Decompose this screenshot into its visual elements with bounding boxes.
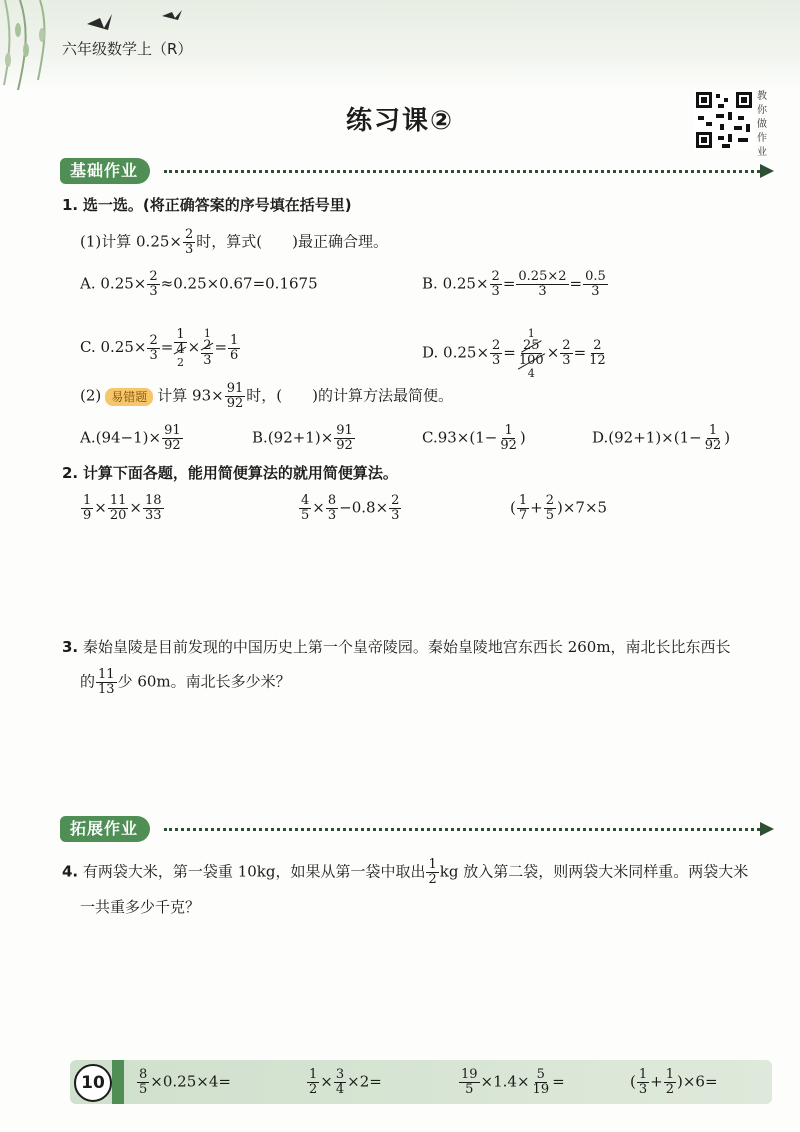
q1-title: 选一选。(将正确答案的序号填在括号里) (82, 196, 352, 214)
q3-line-1: 秦始皇陵是目前发现的中国历史上第一个皇帝陵园。秦始皇陵地宫东西长 260m，南北长比东西长 (82, 638, 731, 656)
fraction (517, 494, 529, 523)
fraction-numerator: 1 (176, 327, 185, 342)
q1-option-c[interactable] (80, 328, 241, 368)
expr-text: ( (510, 498, 516, 517)
fraction (516, 270, 568, 299)
fraction (583, 270, 608, 299)
qr-caption: 教你做作业 (757, 91, 767, 158)
fraction-cancelled (201, 328, 213, 368)
times-sign: × (129, 498, 142, 517)
fraction-denominator: 7 (518, 508, 528, 523)
q1-option-a[interactable] (80, 270, 318, 299)
expr-text: 0.25× (442, 274, 489, 293)
fraction-denominator: 5 (465, 1082, 474, 1097)
expr-text: 93×(1− (437, 428, 498, 447)
expr-text: )×6= (677, 1072, 718, 1091)
fraction-denominator: 5 (301, 508, 310, 523)
fraction (162, 424, 183, 453)
q1-sub2-option-b[interactable] (252, 424, 356, 453)
fraction (664, 1068, 676, 1097)
fraction-denominator: 3 (149, 284, 158, 299)
q1-sub2 (80, 382, 453, 411)
fraction-numerator: 2 (593, 338, 602, 353)
fraction-numerator: 1 (665, 1067, 674, 1082)
q1-number: 1. (62, 196, 79, 214)
fraction-denominator: 3 (203, 353, 212, 368)
q1-sub2-option-d[interactable] (592, 424, 730, 453)
fraction-numerator: 2 (149, 269, 158, 284)
fraction (531, 1068, 552, 1097)
fraction-numerator: 91 (336, 423, 353, 438)
fraction (225, 382, 246, 411)
fraction (426, 858, 438, 887)
fraction-denominator: 92 (500, 438, 517, 453)
fraction (307, 1068, 319, 1097)
fraction-denominator: 33 (144, 508, 162, 523)
fraction (137, 1068, 149, 1097)
fraction-denominator: 92 (226, 396, 244, 411)
option-label: B. (252, 428, 268, 447)
q3-number: 3. (62, 638, 79, 656)
fraction-numerator: 1 (230, 332, 239, 348)
fraction-denominator: 2 (665, 1082, 674, 1097)
fraction-numerator: 2 (492, 338, 501, 353)
expr-text: 0.25× (100, 274, 147, 293)
q1-option-d[interactable] (422, 328, 609, 379)
fraction (459, 1068, 480, 1097)
expr-text: ×1.4× (480, 1072, 530, 1091)
q4-number: 4. (62, 862, 79, 881)
fraction (334, 1068, 346, 1097)
fraction-denominator: 3 (391, 508, 400, 523)
fraction-numerator: 5 (536, 1067, 545, 1082)
expr-text: ) (519, 428, 526, 447)
fraction-numerator: 1 (638, 1067, 648, 1082)
footer-calc-3 (458, 1068, 565, 1097)
option-label: C. (80, 338, 96, 356)
option-label: A. (80, 274, 96, 293)
fraction-denominator: 3 (562, 353, 571, 368)
footer-calc-2 (306, 1068, 382, 1097)
option-label: B. (422, 274, 438, 293)
fraction-denominator: 5 (545, 508, 554, 523)
fraction-denominator: 3 (538, 284, 547, 299)
fraction (147, 334, 159, 363)
fraction (96, 668, 117, 697)
footer-calc-4 (630, 1068, 718, 1097)
fraction-numerator-cancelled: 2 (203, 338, 212, 353)
fraction-denominator: 3 (591, 284, 600, 299)
expr-text: ≈0.25×0.67=0.1675 (160, 274, 318, 293)
fraction-numerator: 19 (461, 1067, 478, 1082)
fraction-denominator: 6 (230, 347, 239, 363)
fraction (498, 424, 519, 453)
fraction-numerator: 2 (562, 338, 571, 353)
cancel-result: 4 (527, 367, 535, 380)
q1-sub2-text: 计算 93× (157, 386, 224, 405)
fraction-denominator: 20 (109, 508, 127, 523)
times-sign: × (312, 498, 325, 517)
fraction-denominator: 2 (428, 872, 437, 887)
section-extended (60, 816, 774, 842)
fraction (299, 494, 311, 523)
fraction-denominator: 92 (336, 438, 353, 453)
fraction (490, 339, 502, 368)
fraction-numerator: 0.5 (585, 269, 606, 284)
q1-sub2-prefix: (2) (80, 386, 102, 405)
fraction-denominator: 2 (309, 1082, 318, 1097)
fraction-numerator: 4 (301, 493, 310, 508)
fraction-denominator: 5 (139, 1082, 148, 1097)
q1-prompt (62, 194, 352, 216)
equals-sign: = (502, 274, 516, 293)
q2-expression-1 (80, 494, 165, 523)
fraction-cancelled (517, 328, 546, 379)
fraction-numerator: 2 (184, 227, 194, 242)
fraction-numerator: 11 (109, 493, 127, 508)
fraction (389, 494, 401, 523)
fraction-denominator: 19 (532, 1082, 550, 1097)
fraction-numerator: 1 (504, 423, 513, 438)
fraction-numerator: 2 (391, 493, 400, 508)
fraction (637, 1068, 649, 1097)
fraction-denominator: 13 (98, 682, 115, 697)
fraction (703, 424, 724, 453)
fraction (108, 494, 129, 523)
q3-text: 的 (80, 672, 96, 691)
expr-text: 0.25× (100, 338, 147, 356)
q4-text: kg 放入第二袋，则两袋大米同样重。两袋大米 (439, 862, 749, 881)
fraction-numerator: 1 (708, 423, 718, 438)
fraction-numerator: 1 (428, 857, 437, 872)
fraction-denominator: 12 (589, 353, 606, 368)
section-dots (164, 828, 760, 831)
q2-number: 2. (62, 464, 79, 482)
qr-code-icon[interactable] (694, 90, 754, 150)
q2-prompt (62, 462, 398, 484)
fraction-numerator: 1 (309, 1067, 318, 1082)
fraction (544, 494, 556, 523)
option-label: D. (422, 343, 439, 362)
section-basic-tag: 基础作业 (60, 158, 150, 184)
q1-sub2-option-c[interactable] (422, 424, 526, 453)
equals-sign: = (214, 338, 228, 356)
fraction (147, 270, 159, 299)
fraction-numerator: 8 (327, 493, 337, 508)
fraction-numerator-cancelled: 25 (523, 338, 540, 353)
page-title: 练习课② (345, 106, 454, 136)
cancel-result: 2 (176, 356, 184, 369)
q2-expression-3 (510, 494, 607, 523)
fraction (560, 339, 572, 368)
expr-text: ×2= (347, 1072, 382, 1091)
fraction-denominator: 92 (164, 438, 181, 453)
expr-text: = (552, 1072, 565, 1091)
expr-text: (92+1)×(1− (608, 428, 702, 447)
expr-text: ) (724, 428, 731, 447)
q1-option-b[interactable] (422, 270, 609, 299)
expr-text: −0.8× (339, 498, 389, 517)
footer-stripe (112, 1060, 124, 1104)
q1-sub1-suffix: 时，算式( )最正确合理。 (196, 232, 388, 251)
expr-text: (94−1)× (95, 428, 162, 447)
error-prone-tag: 易错题 (105, 388, 153, 406)
fraction-denominator-cancelled: 100 (518, 353, 544, 368)
times-sign: × (546, 343, 560, 362)
fraction-cancelled (174, 328, 186, 368)
times-sign: × (320, 1072, 333, 1091)
option-label: D. (592, 428, 609, 447)
fraction-numerator: 1 (83, 493, 92, 508)
expr-text: 0.25× (443, 343, 490, 362)
plus-sign: + (530, 498, 543, 517)
fraction-numerator: 1 (518, 493, 528, 508)
times-sign: × (187, 338, 201, 356)
fraction (490, 270, 502, 299)
page-number: 10 (74, 1064, 112, 1102)
q3-prompt (62, 636, 782, 658)
fraction (326, 494, 338, 523)
fraction-numerator: 2 (149, 332, 158, 348)
fraction-numerator: 2 (545, 493, 554, 508)
q1-sub1 (80, 228, 388, 257)
q1-sub2-option-a[interactable] (80, 424, 184, 453)
grade-label: 六年级数学上（R） (62, 40, 193, 58)
fraction-numerator: 91 (164, 423, 181, 438)
expr-text: (92+1)× (267, 428, 334, 447)
arrow-right-icon (760, 822, 774, 836)
fraction-denominator: 3 (638, 1082, 648, 1097)
section-dots (164, 170, 760, 173)
fraction (143, 494, 164, 523)
option-label: C. (422, 428, 438, 447)
expr-text: )×7×5 (557, 498, 608, 517)
fraction-numerator: 18 (144, 493, 162, 508)
fraction-denominator: 3 (491, 284, 500, 299)
fraction-numerator: 3 (335, 1067, 345, 1082)
fraction-denominator: 3 (492, 353, 501, 368)
fraction-numerator: 91 (226, 381, 244, 396)
cancel-result: 1 (203, 327, 211, 340)
fraction-denominator: 3 (327, 508, 337, 523)
q2-title: 计算下面各题，能用简便算法的就用简便算法。 (82, 464, 398, 482)
q3-text: 少 60m。南北长多少米？ (117, 672, 291, 691)
fraction-denominator: 3 (184, 242, 194, 257)
plus-sign: + (650, 1072, 663, 1091)
equals-sign: = (160, 338, 174, 356)
q1-sub2-text: 时，( )的计算方法最简便。 (246, 386, 453, 405)
fraction-numerator: 0.25×2 (518, 269, 567, 284)
q4-line-1 (62, 858, 748, 887)
equals-sign: = (569, 274, 583, 293)
arrow-right-icon (760, 164, 774, 178)
fraction-numerator: 8 (139, 1067, 148, 1082)
fraction (81, 494, 93, 523)
fraction-denominator: 9 (83, 508, 92, 523)
option-label: A. (80, 428, 96, 447)
q4-text: 有两袋大米，第一袋重 10kg，如果从第一袋中取出 (82, 862, 426, 881)
fraction-denominator-cancelled: 4 (176, 342, 185, 357)
fraction-denominator: 92 (704, 438, 722, 453)
section-basic (60, 158, 774, 184)
times-sign: × (94, 498, 107, 517)
fraction (183, 228, 195, 257)
expr-text: ×0.25×4= (150, 1072, 231, 1091)
equals-sign: = (503, 343, 516, 362)
fraction-denominator: 4 (335, 1082, 345, 1097)
q1-sub1-prefix: (1)计算 0.25× (80, 232, 182, 251)
fraction-numerator: 2 (491, 269, 500, 284)
fraction (228, 334, 240, 363)
q2-expression-2 (298, 494, 402, 523)
q4-line-2: 一共重多少千克？ (80, 898, 201, 916)
q3-line-2 (80, 668, 291, 697)
equals-sign: = (573, 343, 587, 362)
section-extended-tag: 拓展作业 (60, 816, 150, 842)
footer-calc-1 (136, 1068, 231, 1097)
cancel-result: 1 (527, 327, 535, 340)
fraction-denominator: 3 (149, 347, 158, 363)
fraction-numerator: 11 (98, 667, 115, 682)
expr-text: ( (630, 1072, 636, 1091)
fraction (587, 339, 608, 368)
fraction (334, 424, 355, 453)
